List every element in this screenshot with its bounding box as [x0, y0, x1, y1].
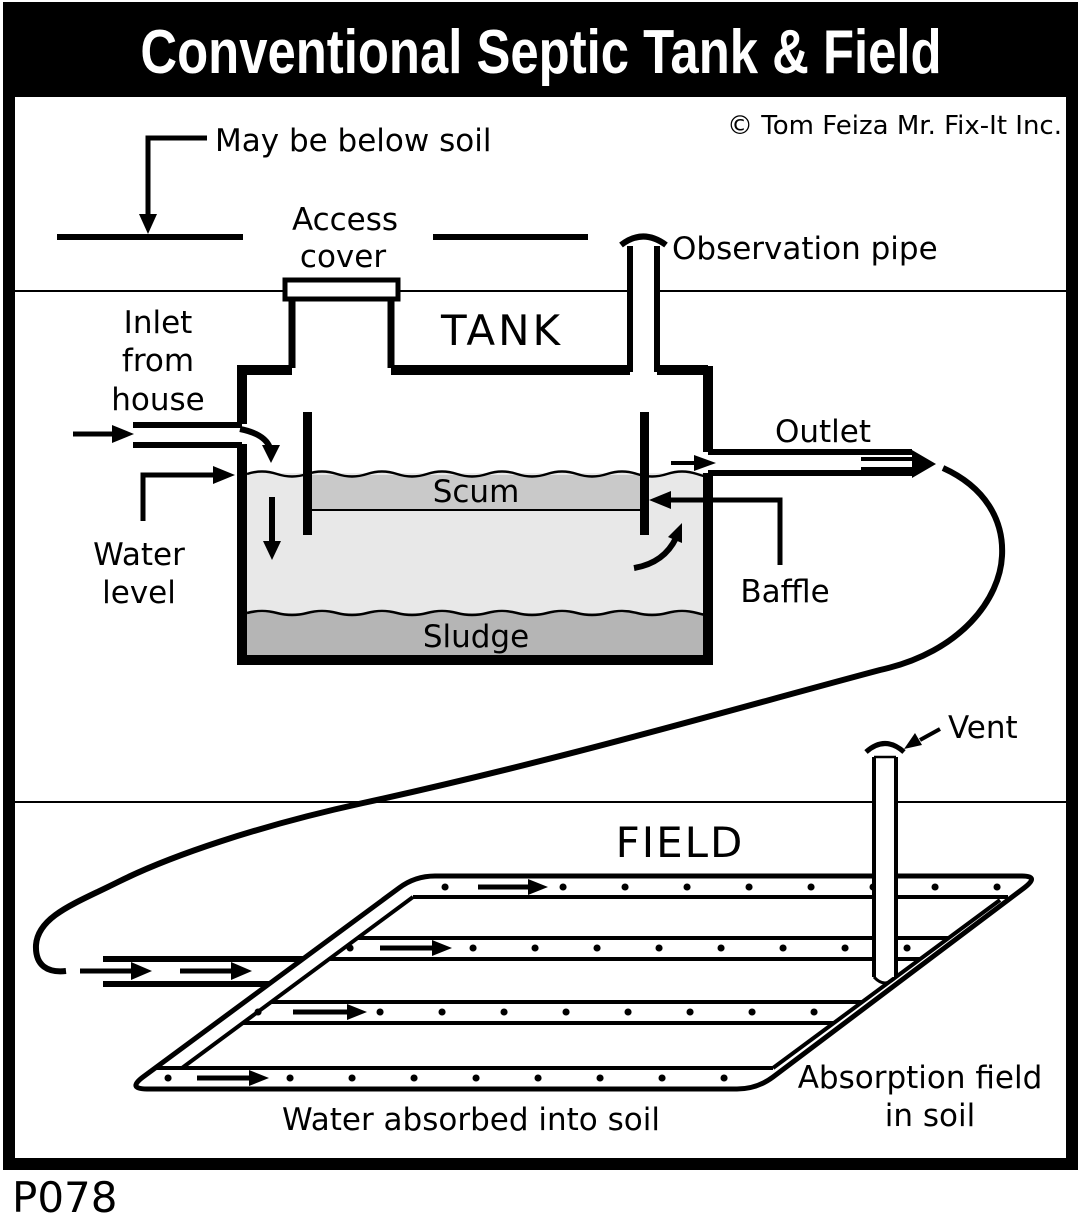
field-inlet-pipe	[80, 959, 303, 984]
access-label-line1: Access	[291, 202, 399, 238]
vent-interior	[874, 757, 896, 977]
inlet-label-line2: from	[121, 343, 195, 379]
vent-arrowhead	[904, 733, 922, 749]
baffle-label: Baffle	[740, 574, 830, 610]
tank-contents	[247, 365, 706, 655]
may-be-below-soil-label: May be below soil	[215, 123, 492, 159]
field-label: FIELD	[615, 818, 745, 867]
outlet-baffle	[640, 412, 649, 535]
observation-pipe	[621, 231, 938, 372]
leader-line	[143, 475, 215, 521]
down-arrowhead	[139, 214, 157, 234]
access-label-line2: cover	[299, 239, 387, 275]
access-cover-label	[292, 202, 398, 275]
scum-label: Scum	[432, 474, 520, 510]
inlet-label-line1: Inlet	[123, 305, 193, 341]
outlet-label: Outlet	[774, 414, 872, 450]
outlet-arrowhead	[694, 455, 716, 471]
vent-callout	[904, 710, 1018, 749]
vent-label: Vent	[948, 710, 1018, 746]
inlet-label	[111, 305, 204, 418]
inlet-label-line3: house	[111, 382, 205, 418]
pipe-interior	[633, 244, 654, 372]
outlet-flow-arrowhead	[912, 450, 936, 478]
access-riser	[285, 280, 398, 368]
observation-pipe-label: Observation pipe	[672, 231, 938, 267]
tank-label: TANK	[440, 306, 564, 355]
leader-line	[148, 138, 207, 218]
vent-pipe	[866, 744, 904, 984]
copyright-text: © Tom Feiza Mr. Fix-It Inc.	[727, 111, 1062, 141]
right-arrowhead	[213, 466, 235, 484]
inlet-baffle	[303, 412, 312, 535]
page-title: Conventional Septic Tank & Field	[140, 18, 942, 88]
absorption-caption-line1: Absorption field	[797, 1060, 1043, 1096]
vent-cap	[866, 744, 904, 753]
riser-interior	[293, 296, 390, 368]
title-bar	[9, 8, 1072, 97]
vent-arrow-shaft	[920, 729, 940, 740]
absorption-caption-line2: in soil	[884, 1098, 976, 1134]
water-level-line1: Water	[93, 537, 185, 573]
absorption-field-caption	[798, 1060, 1043, 1134]
drawing-code: P078	[12, 1173, 118, 1218]
access-cover	[285, 280, 398, 299]
water-absorbed-caption: Water absorbed into soil	[282, 1102, 660, 1138]
water-level-line2: level	[102, 575, 176, 611]
pipe-cap	[621, 237, 666, 246]
sludge-label: Sludge	[422, 619, 530, 655]
inlet-arrowhead	[112, 425, 134, 443]
water-level-callout	[93, 466, 235, 611]
